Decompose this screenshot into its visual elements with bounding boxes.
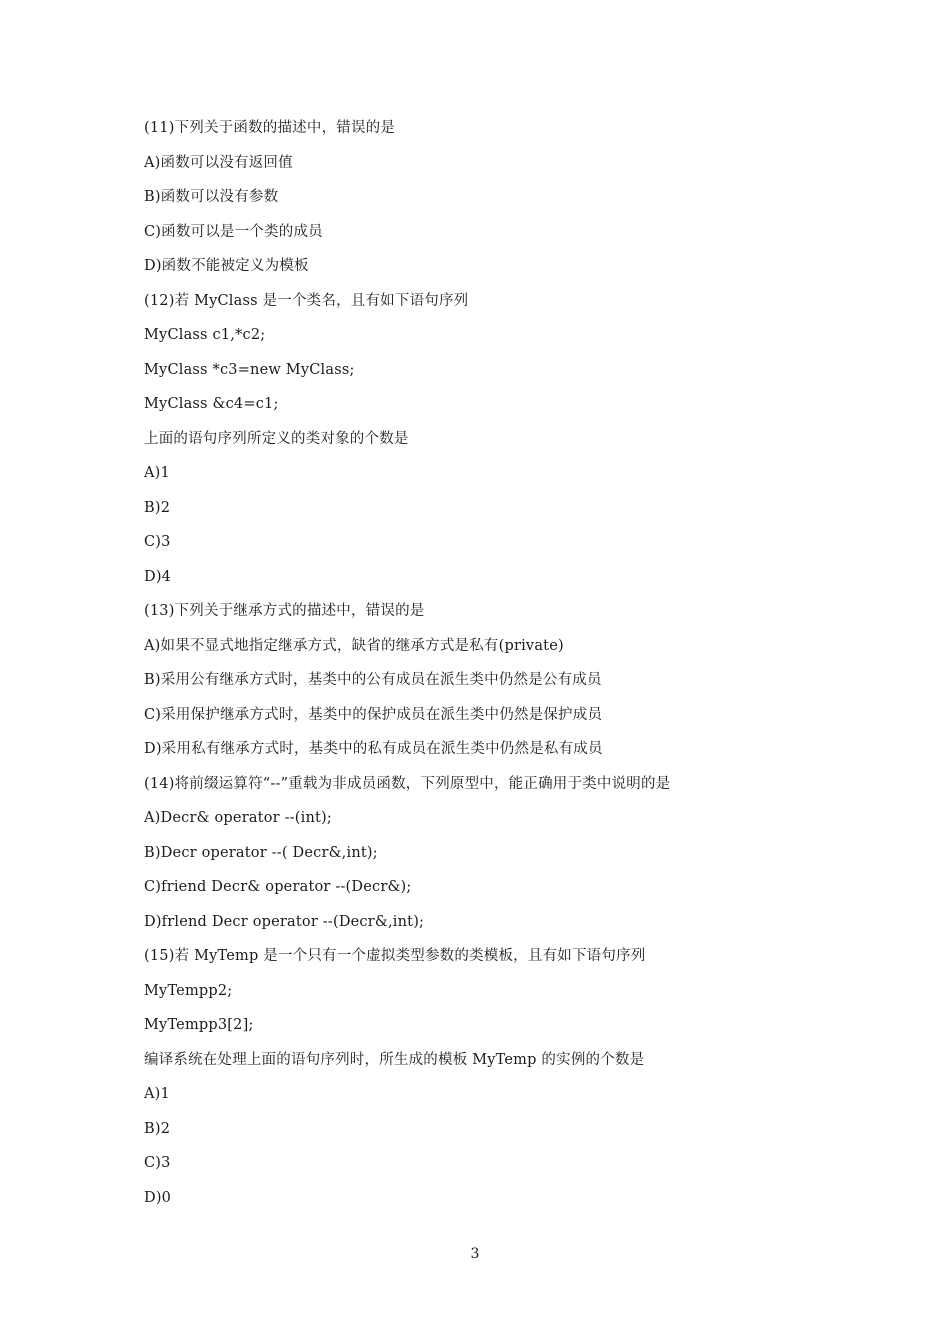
question-15-prompt: 编译系统在处理上面的语句序列时，所生成的模板 MyTemp 的实例的个数是 <box>144 1051 645 1068</box>
question-12-code-line: MyClass *c3=new MyClass; <box>144 361 355 378</box>
question-14-stem: (14)将前缀运算符“--”重载为非成员函数，下列原型中，能正确用于类中说明的是 <box>144 775 671 792</box>
question-14-option-d: D)frlend Decr operator --(Decr&,int); <box>144 913 425 930</box>
question-12-prompt: 上面的语句序列所定义的类对象的个数是 <box>144 430 409 447</box>
question-11-option-d: D)函数不能被定义为模板 <box>144 258 309 274</box>
question-13-stem: (13)下列关于继承方式的描述中，错误的是 <box>144 603 425 619</box>
question-15-option-a: A)1 <box>144 1086 170 1102</box>
question-12-code-line: MyClass c1,*c2; <box>144 327 266 343</box>
question-11-option-a: A)函数可以没有返回值 <box>144 154 293 171</box>
question-11-option-b: B)函数可以没有参数 <box>144 189 279 205</box>
question-12-code-line: MyClass &c4=c1; <box>144 396 279 412</box>
question-14-option-b: B)Decr operator --( Decr&,int); <box>144 844 378 861</box>
question-12-option-d: D)4 <box>144 568 172 585</box>
question-15-code-line: MyTempp2; <box>144 982 233 999</box>
page-number: 3 <box>470 1246 480 1262</box>
question-14-option-c: C)friend Decr& operator --(Decr&); <box>144 879 412 895</box>
question-13-option-a: A)如果不显式地指定继承方式，缺省的继承方式是私有(private) <box>144 637 564 654</box>
question-12-stem: (12)若 MyClass 是一个类名，且有如下语句序列 <box>144 292 469 309</box>
question-15-code-line: MyTempp3[2]; <box>144 1017 254 1033</box>
question-11-option-c: C)函数可以是一个类的成员 <box>144 223 323 240</box>
question-15-option-c: C)3 <box>144 1155 171 1171</box>
question-12-option-a: A)1 <box>144 465 170 481</box>
question-13-option-c: C)采用保护继承方式时，基类中的保护成员在派生类中仍然是保护成员 <box>144 706 603 723</box>
question-13-option-b: B)采用公有继承方式时，基类中的公有成员在派生类中仍然是公有成员 <box>144 672 602 688</box>
question-15-option-b: B)2 <box>144 1120 171 1137</box>
question-11-stem: (11)下列关于函数的描述中，错误的是 <box>144 120 396 136</box>
question-15-option-d: D)0 <box>144 1189 172 1206</box>
question-12-option-b: B)2 <box>144 499 171 516</box>
question-12-option-c: C)3 <box>144 534 171 550</box>
question-text-block <box>144 116 844 1220</box>
question-15-stem: (15)若 MyTemp 是一个只有一个虚拟类型参数的类模板，且有如下语句序列 <box>144 948 646 964</box>
question-13-option-d: D)采用私有继承方式时，基类中的私有成员在派生类中仍然是私有成员 <box>144 741 603 757</box>
question-14-option-a: A)Decr& operator --(int); <box>144 810 332 826</box>
